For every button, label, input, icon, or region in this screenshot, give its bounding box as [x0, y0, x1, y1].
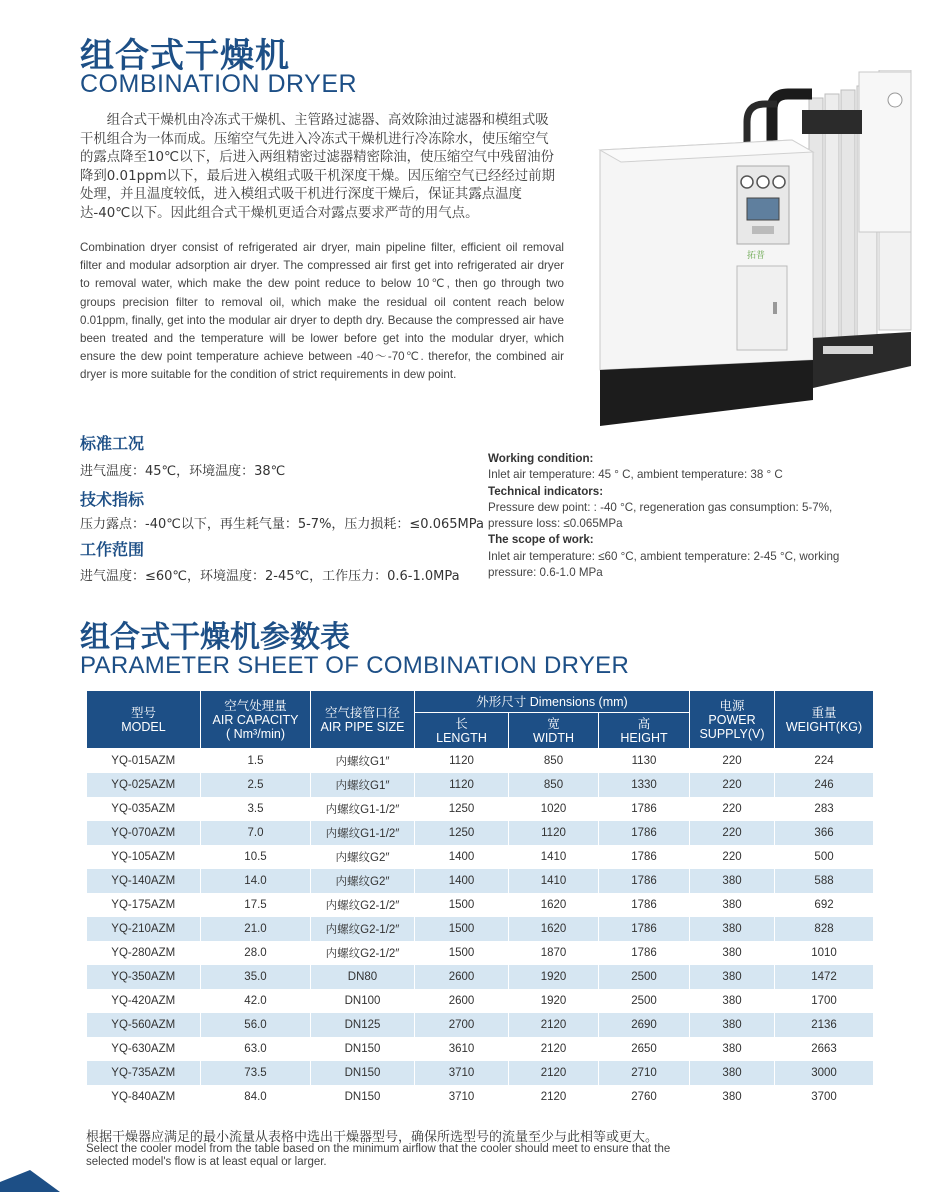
cell-model: YQ-105AZM	[87, 845, 201, 869]
width-header-en: WIDTH	[533, 730, 574, 745]
cell-width: 2120	[509, 1037, 599, 1061]
cell-weight: 588	[775, 869, 874, 893]
cell-width: 1410	[509, 845, 599, 869]
cell-power: 380	[690, 1013, 775, 1037]
cell-pipe: DN150	[311, 1061, 415, 1085]
cell-capacity: 14.0	[201, 869, 311, 893]
cell-weight: 3000	[775, 1061, 874, 1085]
combination-dryer-image	[597, 70, 915, 432]
scope-text-en: Inlet air temperature: ≤60 °C, ambient temperature: 2-45 °C, working pressure: 0.6-1.0 MPa	[488, 549, 840, 580]
cell-capacity: 35.0	[201, 965, 311, 989]
col-header-weight	[775, 691, 874, 749]
col-header-width	[509, 713, 599, 749]
cell-weight: 692	[775, 893, 874, 917]
cell-length: 1400	[415, 869, 509, 893]
cell-width: 2120	[509, 1085, 599, 1109]
cell-width: 850	[509, 773, 599, 797]
weight-header-en: WEIGHT(KG)	[785, 719, 863, 734]
cell-model: YQ-140AZM	[87, 869, 201, 893]
cell-power: 220	[690, 821, 775, 845]
cell-capacity: 21.0	[201, 917, 311, 941]
cell-weight: 283	[775, 797, 874, 821]
cell-power: 380	[690, 965, 775, 989]
cell-width: 850	[509, 749, 599, 774]
cell-pipe: DN80	[311, 965, 415, 989]
cell-pipe: 内螺纹G2-1/2″	[311, 917, 415, 941]
cell-height: 1786	[599, 893, 690, 917]
cell-height: 1786	[599, 845, 690, 869]
cell-model: YQ-420AZM	[87, 989, 201, 1013]
parameter-sheet-title-en: PARAMETER SHEET OF COMBINATION DRYER	[80, 652, 630, 679]
cell-model: YQ-070AZM	[87, 821, 201, 845]
cell-model: YQ-735AZM	[87, 1061, 201, 1085]
cell-capacity: 7.0	[201, 821, 311, 845]
cell-capacity: 73.5	[201, 1061, 311, 1085]
selection-note-cn: 根据干燥器应满足的最小流量从表格中选出干燥器型号，确保所选型号的流量至少与此相等或更大。	[86, 1130, 659, 1145]
cell-pipe: 内螺纹G1-1/2″	[311, 797, 415, 821]
cell-weight: 2663	[775, 1037, 874, 1061]
cell-length: 1500	[415, 941, 509, 965]
table-row	[87, 821, 874, 845]
cell-model: YQ-630AZM	[87, 1037, 201, 1061]
cell-length: 1120	[415, 773, 509, 797]
cell-power: 220	[690, 773, 775, 797]
length-header-cn: 长	[455, 716, 468, 731]
cell-pipe: 内螺纹G2″	[311, 869, 415, 893]
cell-model: YQ-175AZM	[87, 893, 201, 917]
table-row	[87, 1013, 874, 1037]
cell-length: 3710	[415, 1061, 509, 1085]
cell-length: 1120	[415, 749, 509, 774]
pipe-header-cn: 空气接管口径	[324, 705, 400, 720]
capacity-header-unit: ( Nm³/min)	[225, 726, 285, 741]
intro-paragraph-cn: 组合式干燥机由冷冻式干燥机、主管路过滤器、高效除油过滤器和模组式吸干机组合为一体而成。压缩空气先进入冷冻式干燥机进行冷冻除水，使压缩空气的露点降至10℃以下，后进入两组精密过滤器精密除油，使压缩空气中残留油份降到0.01ppm以下，最后进入模组式吸干机深度干燥。因压缩空气已经经过前期处理，并且温度较低，进入模组式吸干机进行深度干燥后，保证其露点温度达-40℃以下。因此组合式干燥机更适合对露点要求严苛的用气点。	[80, 113, 555, 221]
tech-indicators-text-cn: 压力露点：-40℃以下，再生耗气量：5-7%，压力损耗：≤0.065MPa	[80, 517, 484, 532]
cell-weight: 3700	[775, 1085, 874, 1109]
col-header-dimensions: 外形尺寸 Dimensions (mm)	[415, 691, 690, 713]
cell-capacity: 17.5	[201, 893, 311, 917]
pipe-header-en: AIR PIPE SIZE	[320, 719, 405, 734]
col-header-length	[415, 713, 509, 749]
page-title-cn: 组合式干燥机	[80, 36, 290, 76]
cell-weight: 1010	[775, 941, 874, 965]
cell-width: 1920	[509, 965, 599, 989]
cell-length: 1500	[415, 893, 509, 917]
cell-pipe: DN150	[311, 1085, 415, 1109]
cell-model: YQ-210AZM	[87, 917, 201, 941]
cell-power: 380	[690, 1037, 775, 1061]
cell-width: 1620	[509, 917, 599, 941]
cell-power: 220	[690, 749, 775, 774]
cell-weight: 2136	[775, 1013, 874, 1037]
tech-indicators-title-cn: 技术指标	[80, 490, 145, 509]
table-row	[87, 1037, 874, 1061]
height-header-cn: 高	[637, 716, 651, 731]
table-row	[87, 869, 874, 893]
cell-length: 1250	[415, 797, 509, 821]
cell-height: 2500	[599, 989, 690, 1013]
cell-model: YQ-350AZM	[87, 965, 201, 989]
cell-pipe: DN125	[311, 1013, 415, 1037]
table-row	[87, 845, 874, 869]
cell-power: 380	[690, 917, 775, 941]
col-header-capacity	[201, 691, 311, 749]
cell-model: YQ-280AZM	[87, 941, 201, 965]
cell-capacity: 56.0	[201, 1013, 311, 1037]
cell-width: 1020	[509, 797, 599, 821]
cell-model: YQ-035AZM	[87, 797, 201, 821]
cell-pipe: 内螺纹G2-1/2″	[311, 941, 415, 965]
cell-pipe: 内螺纹G1″	[311, 749, 415, 774]
working-condition-text-cn: 进气温度：45℃，环境温度：38℃	[80, 464, 286, 479]
table-row	[87, 773, 874, 797]
width-header-cn: 宽	[547, 716, 560, 731]
parameter-table-body	[87, 749, 874, 1110]
cell-weight: 366	[775, 821, 874, 845]
cell-height: 1786	[599, 797, 690, 821]
cell-length: 2700	[415, 1013, 509, 1037]
power-header-cn: 电源	[719, 698, 745, 713]
intro-paragraph-en: Combination dryer consist of refrigerated air dryer, main pipeline filter, efficient oil removal filter and modular adsorption air dryer. The compressed air first get into refrigerated air dryer to removal water, which make the dew point reduce to below 10℃, then go through two groups precision filter to removal oil, which make the residual oil content reach below 0.01ppm, finally, get into the modular air dryer to depth dry. Because the compressed air have been treated and the temperature will be lower before get into the modular dryer, which ensure the dew point temperature achieve between -40～-70℃. therefor, the combined air dryer is more suitable for the condition of strict requirements in dew point.	[80, 241, 564, 382]
table-row	[87, 917, 874, 941]
col-header-pipe	[311, 691, 415, 749]
capacity-header-cn: 空气处理量	[224, 698, 287, 713]
table-row	[87, 797, 874, 821]
table-row	[87, 1085, 874, 1109]
cell-length: 1400	[415, 845, 509, 869]
cell-width: 1410	[509, 869, 599, 893]
cell-pipe: DN150	[311, 1037, 415, 1061]
cell-width: 1870	[509, 941, 599, 965]
cell-capacity: 10.5	[201, 845, 311, 869]
cell-capacity: 1.5	[201, 749, 311, 774]
table-row	[87, 941, 874, 965]
cell-length: 2600	[415, 989, 509, 1013]
scope-text-cn: 进气温度：≤60℃，环境温度：2-45℃，工作压力：0.6-1.0MPa	[80, 569, 460, 584]
cell-capacity: 84.0	[201, 1085, 311, 1109]
cell-height: 1130	[599, 749, 690, 774]
cell-pipe: 内螺纹G1-1/2″	[311, 821, 415, 845]
power-header-en2: SUPPLY(V)	[699, 726, 765, 741]
cell-weight: 500	[775, 845, 874, 869]
cell-height: 1786	[599, 869, 690, 893]
cell-pipe: 内螺纹G2-1/2″	[311, 893, 415, 917]
cell-power: 380	[690, 989, 775, 1013]
capacity-header-en: AIR CAPACITY	[212, 712, 299, 727]
parameter-table	[86, 690, 874, 1109]
scope-title-cn: 工作范围	[80, 540, 145, 559]
cell-power: 380	[690, 893, 775, 917]
cell-capacity: 2.5	[201, 773, 311, 797]
cell-height: 2690	[599, 1013, 690, 1037]
corner-decoration	[0, 1160, 60, 1192]
cell-height: 1786	[599, 941, 690, 965]
table-row	[87, 1061, 874, 1085]
cell-power: 220	[690, 797, 775, 821]
cell-width: 2120	[509, 1061, 599, 1085]
height-header-en: HEIGHT	[620, 730, 668, 745]
cell-model: YQ-840AZM	[87, 1085, 201, 1109]
table-row	[87, 893, 874, 917]
cell-height: 2500	[599, 965, 690, 989]
cell-height: 1786	[599, 917, 690, 941]
cell-length: 3610	[415, 1037, 509, 1061]
selection-note-en: Select the cooler model from the table based on the minimum airflow that the cooler should meet to ensure that the selected model's flow is at least equal or larger.	[86, 1143, 671, 1168]
cell-capacity: 63.0	[201, 1037, 311, 1061]
tech-indicators-text-en: Pressure dew point: : -40 °C, regeneration gas consumption: 5-7%, pressure loss: ≤0.065MPa	[488, 500, 833, 531]
brand-logo: 拓普	[747, 251, 766, 261]
cell-capacity: 42.0	[201, 989, 311, 1013]
cell-capacity: 28.0	[201, 941, 311, 965]
model-header-en: MODEL	[121, 719, 166, 734]
length-header-en: LENGTH	[436, 730, 487, 745]
col-header-height	[599, 713, 690, 749]
working-condition-text-en: Inlet air temperature: 45 ° C, ambient temperature: 38 ° C	[488, 468, 783, 482]
cell-power: 220	[690, 845, 775, 869]
parameter-sheet-title-cn: 组合式干燥机参数表	[80, 620, 350, 655]
working-condition-title-en: Working condition:	[488, 452, 594, 465]
cell-capacity: 3.5	[201, 797, 311, 821]
cell-length: 1500	[415, 917, 509, 941]
cell-height: 2650	[599, 1037, 690, 1061]
cell-power: 380	[690, 1061, 775, 1085]
cell-pipe: 内螺纹G2″	[311, 845, 415, 869]
cell-length: 1250	[415, 821, 509, 845]
scope-title-en: The scope of work:	[488, 533, 594, 547]
working-condition-title-cn: 标准工况	[80, 434, 145, 453]
table-row	[87, 749, 874, 774]
cell-height: 1786	[599, 821, 690, 845]
cell-width: 1120	[509, 821, 599, 845]
cell-width: 2120	[509, 1013, 599, 1037]
conditions-en-block	[488, 451, 868, 581]
cell-length: 3710	[415, 1085, 509, 1109]
tech-indicators-title-en: Technical indicators:	[488, 484, 604, 498]
col-header-model	[87, 691, 201, 749]
cell-height: 1330	[599, 773, 690, 797]
cell-pipe: 内螺纹G1″	[311, 773, 415, 797]
cell-length: 2600	[415, 965, 509, 989]
cell-weight: 224	[775, 749, 874, 774]
page-title-en: COMBINATION DRYER	[80, 70, 358, 98]
cell-pipe: DN100	[311, 989, 415, 1013]
model-header-cn: 型号	[130, 705, 156, 720]
cell-height: 2710	[599, 1061, 690, 1085]
cell-model: YQ-025AZM	[87, 773, 201, 797]
cell-power: 380	[690, 1085, 775, 1109]
weight-header-cn: 重量	[811, 705, 837, 720]
table-row	[87, 965, 874, 989]
cell-height: 2760	[599, 1085, 690, 1109]
cell-weight: 1700	[775, 989, 874, 1013]
table-row	[87, 989, 874, 1013]
col-header-power	[690, 691, 775, 749]
cell-power: 380	[690, 869, 775, 893]
cell-weight: 1472	[775, 965, 874, 989]
cell-model: YQ-560AZM	[87, 1013, 201, 1037]
cell-power: 380	[690, 941, 775, 965]
cell-model: YQ-015AZM	[87, 749, 201, 774]
power-header-en1: POWER	[708, 712, 756, 727]
cell-width: 1920	[509, 989, 599, 1013]
cell-width: 1620	[509, 893, 599, 917]
cell-weight: 828	[775, 917, 874, 941]
cell-weight: 246	[775, 773, 874, 797]
